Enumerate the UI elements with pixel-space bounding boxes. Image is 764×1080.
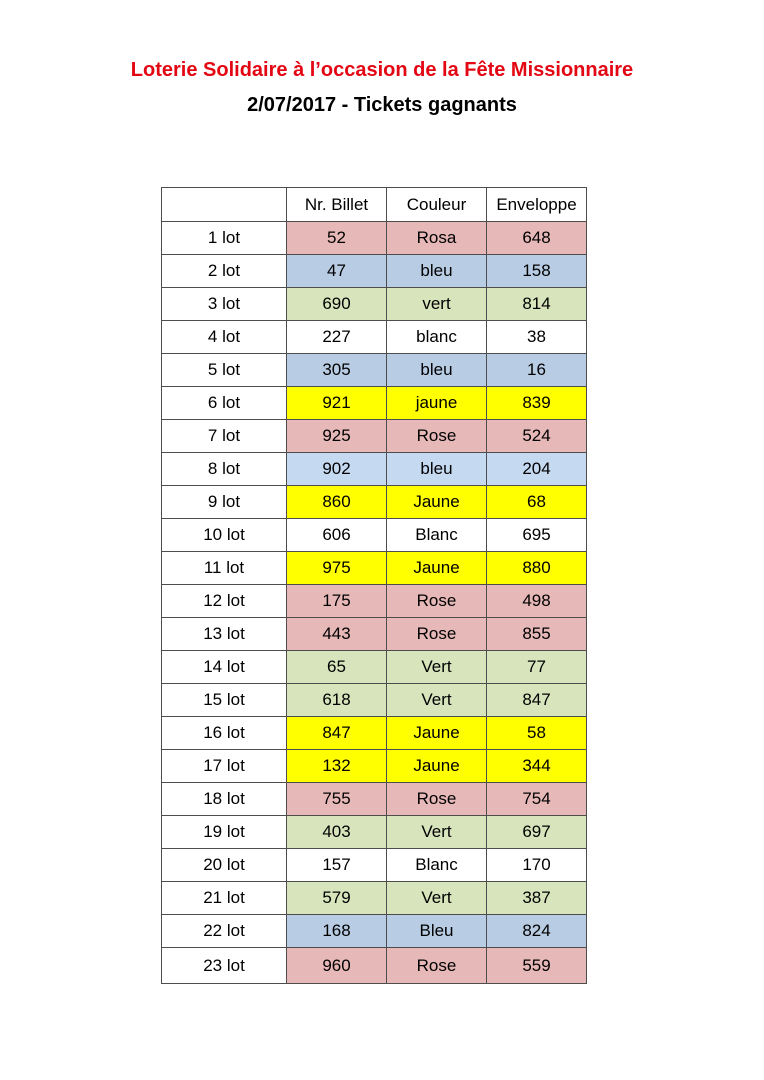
- ticket-number: 157: [287, 849, 387, 882]
- table-row: [162, 882, 587, 915]
- envelope-number: 58: [487, 717, 587, 750]
- envelope-number: 880: [487, 552, 587, 585]
- table-row: [162, 387, 587, 420]
- ticket-number: 403: [287, 816, 387, 849]
- lot-label: 5 lot: [162, 354, 287, 387]
- lot-label: 23 lot: [162, 948, 287, 984]
- envelope-number: 648: [487, 222, 587, 255]
- ticket-color: Vert: [387, 651, 487, 684]
- ticket-color: Rose: [387, 585, 487, 618]
- ticket-number: 175: [287, 585, 387, 618]
- table-row: [162, 255, 587, 288]
- ticket-color: Vert: [387, 684, 487, 717]
- envelope-number: 814: [487, 288, 587, 321]
- lot-label: 8 lot: [162, 453, 287, 486]
- ticket-number: 606: [287, 519, 387, 552]
- table-row: [162, 354, 587, 387]
- envelope-number: 170: [487, 849, 587, 882]
- envelope-number: 16: [487, 354, 587, 387]
- lot-label: 1 lot: [162, 222, 287, 255]
- lot-label: 13 lot: [162, 618, 287, 651]
- lot-label: 16 lot: [162, 717, 287, 750]
- envelope-number: 204: [487, 453, 587, 486]
- table-row: [162, 519, 587, 552]
- ticket-color: blanc: [387, 321, 487, 354]
- ticket-number: 65: [287, 651, 387, 684]
- table-row: [162, 849, 587, 882]
- lot-label: 15 lot: [162, 684, 287, 717]
- page-subtitle: 2/07/2017 - Tickets gagnants: [247, 94, 517, 116]
- ticket-number: 618: [287, 684, 387, 717]
- lot-label: 9 lot: [162, 486, 287, 519]
- ticket-number: 921: [287, 387, 387, 420]
- lot-label: 11 lot: [162, 552, 287, 585]
- header-ticket-number: Nr. Billet: [287, 188, 387, 222]
- table-row: [162, 453, 587, 486]
- table-row: [162, 288, 587, 321]
- table-row: [162, 222, 587, 255]
- lot-label: 21 lot: [162, 882, 287, 915]
- ticket-number: 579: [287, 882, 387, 915]
- ticket-number: 132: [287, 750, 387, 783]
- table-row: [162, 948, 587, 984]
- ticket-color: Jaune: [387, 750, 487, 783]
- ticket-color: Vert: [387, 816, 487, 849]
- lot-label: 10 lot: [162, 519, 287, 552]
- lot-label: 22 lot: [162, 915, 287, 948]
- ticket-color: Rose: [387, 948, 487, 984]
- ticket-number: 755: [287, 783, 387, 816]
- lot-label: 19 lot: [162, 816, 287, 849]
- ticket-number: 52: [287, 222, 387, 255]
- ticket-color: bleu: [387, 453, 487, 486]
- table-row: [162, 750, 587, 783]
- lot-label: 7 lot: [162, 420, 287, 453]
- lot-label: 18 lot: [162, 783, 287, 816]
- envelope-number: 697: [487, 816, 587, 849]
- ticket-number: 305: [287, 354, 387, 387]
- table-row: [162, 915, 587, 948]
- lot-label: 12 lot: [162, 585, 287, 618]
- ticket-color: Bleu: [387, 915, 487, 948]
- envelope-number: 847: [487, 684, 587, 717]
- envelope-number: 824: [487, 915, 587, 948]
- ticket-number: 902: [287, 453, 387, 486]
- page-title: Loterie Solidaire à l’occasion de la Fête Missionnaire: [130, 59, 634, 81]
- table-row: [162, 783, 587, 816]
- ticket-number: 847: [287, 717, 387, 750]
- ticket-color: Rose: [387, 420, 487, 453]
- table-row: [162, 420, 587, 453]
- envelope-number: 855: [487, 618, 587, 651]
- table-row: [162, 717, 587, 750]
- table-header-row: [162, 188, 587, 222]
- ticket-color: Rose: [387, 618, 487, 651]
- table-row: [162, 618, 587, 651]
- header-envelope: Enveloppe: [487, 188, 587, 222]
- envelope-number: 524: [487, 420, 587, 453]
- lot-label: 4 lot: [162, 321, 287, 354]
- ticket-color: Blanc: [387, 849, 487, 882]
- ticket-number: 690: [287, 288, 387, 321]
- ticket-color: Blanc: [387, 519, 487, 552]
- ticket-color: vert: [387, 288, 487, 321]
- header-lot: [162, 188, 287, 222]
- envelope-number: 839: [487, 387, 587, 420]
- ticket-color: Jaune: [387, 552, 487, 585]
- ticket-color: Rose: [387, 783, 487, 816]
- ticket-number: 925: [287, 420, 387, 453]
- winning-tickets-table: [161, 187, 587, 984]
- lot-label: 3 lot: [162, 288, 287, 321]
- ticket-number: 168: [287, 915, 387, 948]
- table-row: [162, 486, 587, 519]
- table-row: [162, 651, 587, 684]
- table-row: [162, 684, 587, 717]
- ticket-number: 960: [287, 948, 387, 984]
- ticket-number: 860: [287, 486, 387, 519]
- ticket-color: Jaune: [387, 486, 487, 519]
- table-row: [162, 321, 587, 354]
- envelope-number: 77: [487, 651, 587, 684]
- ticket-number: 227: [287, 321, 387, 354]
- envelope-number: 695: [487, 519, 587, 552]
- ticket-color: bleu: [387, 255, 487, 288]
- envelope-number: 344: [487, 750, 587, 783]
- ticket-color: jaune: [387, 387, 487, 420]
- lot-label: 6 lot: [162, 387, 287, 420]
- lot-label: 17 lot: [162, 750, 287, 783]
- table-row: [162, 816, 587, 849]
- ticket-number: 975: [287, 552, 387, 585]
- ticket-color: Jaune: [387, 717, 487, 750]
- ticket-number: 443: [287, 618, 387, 651]
- lot-label: 20 lot: [162, 849, 287, 882]
- ticket-color: bleu: [387, 354, 487, 387]
- envelope-number: 498: [487, 585, 587, 618]
- table-row: [162, 585, 587, 618]
- envelope-number: 754: [487, 783, 587, 816]
- envelope-number: 38: [487, 321, 587, 354]
- envelope-number: 158: [487, 255, 587, 288]
- lot-label: 14 lot: [162, 651, 287, 684]
- envelope-number: 387: [487, 882, 587, 915]
- header-color: Couleur: [387, 188, 487, 222]
- lot-label: 2 lot: [162, 255, 287, 288]
- envelope-number: 559: [487, 948, 587, 984]
- table-row: [162, 552, 587, 585]
- ticket-color: Vert: [387, 882, 487, 915]
- envelope-number: 68: [487, 486, 587, 519]
- ticket-color: Rosa: [387, 222, 487, 255]
- ticket-number: 47: [287, 255, 387, 288]
